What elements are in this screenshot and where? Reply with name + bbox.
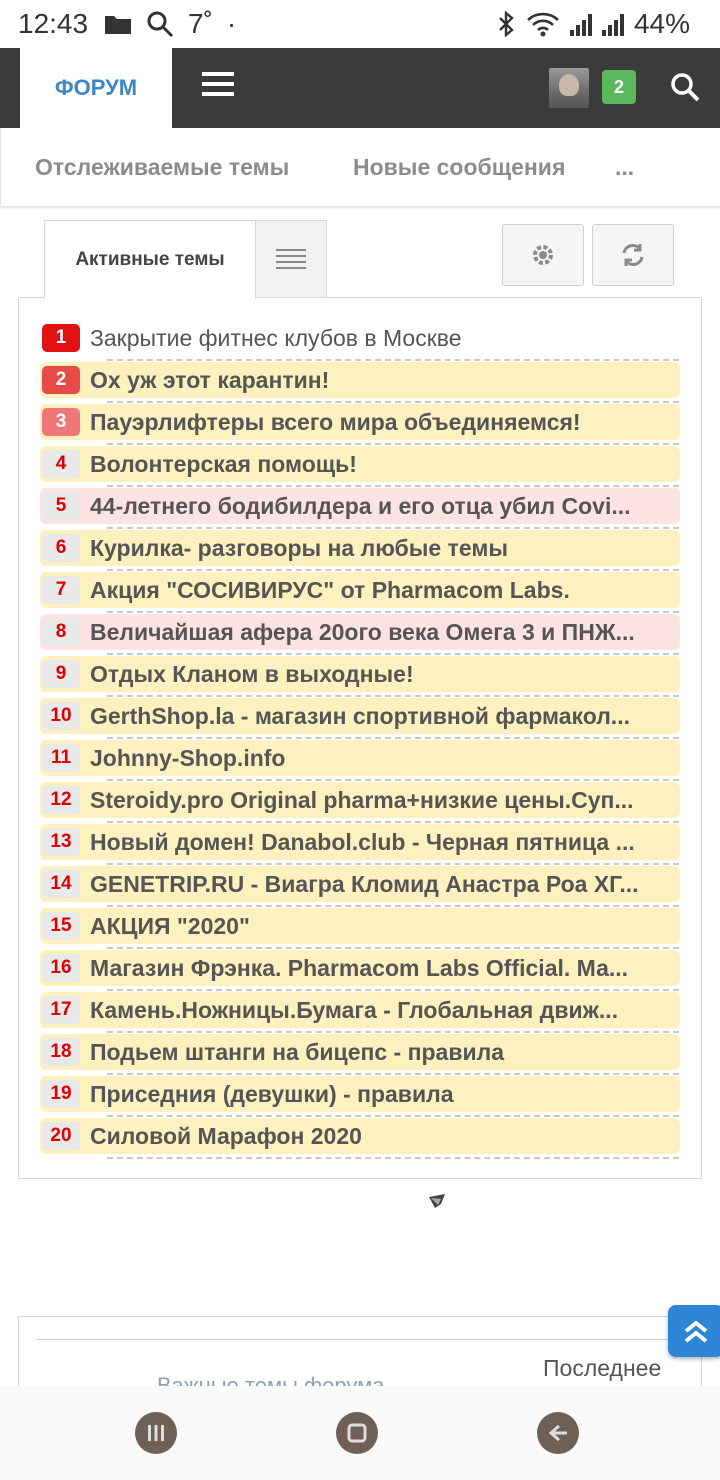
- double-chevron-up-icon: [681, 1316, 711, 1346]
- topic-rank: 6: [42, 534, 80, 562]
- row-divider: [107, 569, 679, 571]
- topic-row[interactable]: [40, 404, 680, 440]
- loading-spinner-icon: [428, 1192, 446, 1210]
- forum-tab[interactable]: ФОРУМ: [20, 48, 172, 128]
- search-small-icon: [146, 10, 174, 38]
- topic-title[interactable]: Величайшая афера 20ого века Омега 3 и ПНЖ...: [90, 618, 635, 645]
- nav-new-messages[interactable]: Новые сообщения: [353, 154, 566, 180]
- topic-title[interactable]: 44-летнего бодибилдера и его отца убил Covi...: [90, 492, 631, 519]
- row-divider: [107, 359, 679, 361]
- topic-title[interactable]: GerthShop.la - магазин спортивной фармакол...: [90, 702, 630, 729]
- topic-row[interactable]: [40, 950, 680, 986]
- row-divider: [107, 695, 679, 697]
- divider: [37, 1339, 683, 1340]
- status-right-icons: [496, 8, 690, 40]
- last-column-header: Последнее: [543, 1355, 662, 1381]
- nav-watched-topics[interactable]: Отслеживаемые темы: [35, 154, 290, 180]
- topic-row[interactable]: [40, 698, 680, 734]
- topic-row[interactable]: [40, 614, 680, 650]
- topic-row[interactable]: [40, 572, 680, 608]
- status-dot: ·: [226, 8, 237, 39]
- topic-rank: 2: [42, 366, 80, 394]
- topic-rank: 17: [42, 996, 80, 1024]
- topic-title[interactable]: Волонтерская помощь!: [90, 450, 357, 477]
- signal-icon: [570, 12, 592, 36]
- topic-title[interactable]: АКЦИЯ "2020": [90, 912, 250, 939]
- topic-rank: 7: [42, 576, 80, 604]
- topic-rank: 5: [42, 492, 80, 520]
- row-divider: [107, 821, 679, 823]
- topic-row[interactable]: [40, 1118, 680, 1154]
- row-divider: [107, 1073, 679, 1075]
- topic-title[interactable]: Закрытие фитнес клубов в Москве: [90, 324, 462, 351]
- battery-percent: 44%: [633, 8, 690, 39]
- row-divider: [107, 527, 679, 529]
- back-icon[interactable]: [537, 1412, 579, 1454]
- row-divider: [107, 611, 679, 613]
- bluetooth-icon: [496, 11, 516, 37]
- row-divider: [107, 653, 679, 655]
- topic-title[interactable]: Курилка- разговоры на любые темы: [90, 534, 508, 561]
- status-temperature: 7˚: [188, 8, 213, 39]
- home-icon[interactable]: [336, 1412, 378, 1454]
- topic-row[interactable]: [40, 446, 680, 482]
- row-divider: [107, 443, 679, 445]
- gear-icon[interactable]: [502, 224, 584, 286]
- topic-rank: 18: [42, 1038, 80, 1066]
- row-divider: [107, 779, 679, 781]
- refresh-glyph: [620, 242, 646, 268]
- recent-apps-icon[interactable]: [135, 1412, 177, 1454]
- status-time: 12:43: [18, 8, 89, 39]
- topic-rank: 1: [42, 324, 80, 352]
- topic-row[interactable]: [40, 740, 680, 776]
- topic-rank: 4: [42, 450, 80, 478]
- search-icon[interactable]: [670, 72, 700, 102]
- tab-active-topics[interactable]: Активные темы: [44, 220, 256, 299]
- gear-glyph: [529, 241, 557, 269]
- status-bar: [0, 0, 720, 48]
- status-left-icons: [104, 8, 236, 40]
- topic-row[interactable]: [40, 362, 680, 398]
- top-header: [0, 48, 720, 128]
- topic-rank: 10: [42, 702, 80, 730]
- topic-rank: 14: [42, 870, 80, 898]
- system-nav-bar: [0, 1386, 720, 1480]
- topic-title[interactable]: Акция "СОСИВИРУС" от Pharmacom Labs.: [90, 576, 570, 603]
- topic-title[interactable]: Новый домен! Danabol.club - Черная пятница ...: [90, 828, 635, 855]
- topic-row[interactable]: [40, 824, 680, 860]
- signal-2-icon: [602, 12, 624, 36]
- topic-rank: 13: [42, 828, 80, 856]
- row-divider: [107, 1157, 679, 1159]
- topic-title[interactable]: Камень.Ножницы.Бумага - Глобальная движ...: [90, 996, 619, 1023]
- secondary-nav: [0, 128, 720, 206]
- topic-rank: 12: [42, 786, 80, 814]
- row-divider: [107, 401, 679, 403]
- row-divider: [107, 1031, 679, 1033]
- topic-rank: 19: [42, 1080, 80, 1108]
- topic-rank: 11: [42, 744, 80, 772]
- row-divider: [107, 863, 679, 865]
- notification-badge[interactable]: 2: [602, 70, 636, 104]
- list-icon[interactable]: [255, 220, 327, 298]
- topic-rank: 20: [42, 1122, 80, 1150]
- topic-row[interactable]: [40, 866, 680, 902]
- topic-row[interactable]: [40, 1034, 680, 1070]
- topic-title[interactable]: Пауэрлифтеры всего мира объединяемся!: [90, 408, 581, 435]
- row-divider: [107, 737, 679, 739]
- folder-icon: [104, 12, 132, 36]
- topic-title[interactable]: Приседния (девушки) - правила: [90, 1080, 454, 1107]
- topic-title[interactable]: Магазин Фрэнка. Pharmacom Labs Official. Ма...: [90, 954, 629, 981]
- row-divider: [107, 1115, 679, 1117]
- topic-row[interactable]: [40, 488, 680, 524]
- topic-row[interactable]: [40, 656, 680, 692]
- topic-rank: 15: [42, 912, 80, 940]
- refresh-icon[interactable]: [592, 224, 674, 286]
- topic-row[interactable]: [40, 320, 680, 356]
- topic-row[interactable]: [40, 908, 680, 944]
- nav-more[interactable]: ...: [615, 154, 635, 180]
- row-divider: [107, 905, 679, 907]
- topic-rank: 16: [42, 954, 80, 982]
- hamburger-icon[interactable]: [202, 72, 234, 96]
- topic-title[interactable]: Отдых Кланом в выходные!: [90, 660, 414, 687]
- avatar[interactable]: [549, 68, 589, 108]
- topic-title[interactable]: GENETRIP.RU - Виагра Кломид Анастра Роа ХГ...: [90, 870, 639, 897]
- topic-title[interactable]: Силовой Марафон 2020: [90, 1122, 362, 1149]
- topic-title[interactable]: Подьем штанги на бицепс - правила: [90, 1038, 505, 1065]
- topic-title[interactable]: Johnny-Shop.info: [90, 744, 286, 771]
- topic-title[interactable]: Ох уж этот карантин!: [90, 366, 330, 393]
- topic-title[interactable]: Steroidy.pro Original pharma+низкие цены.Суп...: [90, 786, 634, 813]
- row-divider: [107, 947, 679, 949]
- topic-row[interactable]: [40, 782, 680, 818]
- wifi-icon: [526, 11, 560, 37]
- topic-rank: 3: [42, 408, 80, 436]
- topic-row[interactable]: [40, 992, 680, 1028]
- active-topics-panel: [18, 297, 702, 1179]
- topic-rank: 8: [42, 618, 80, 646]
- row-divider: [107, 989, 679, 991]
- row-divider: [107, 485, 679, 487]
- scroll-top-icon[interactable]: [668, 1305, 720, 1357]
- topic-rank: 9: [42, 660, 80, 688]
- topic-row[interactable]: [40, 1076, 680, 1112]
- topic-row[interactable]: [40, 530, 680, 566]
